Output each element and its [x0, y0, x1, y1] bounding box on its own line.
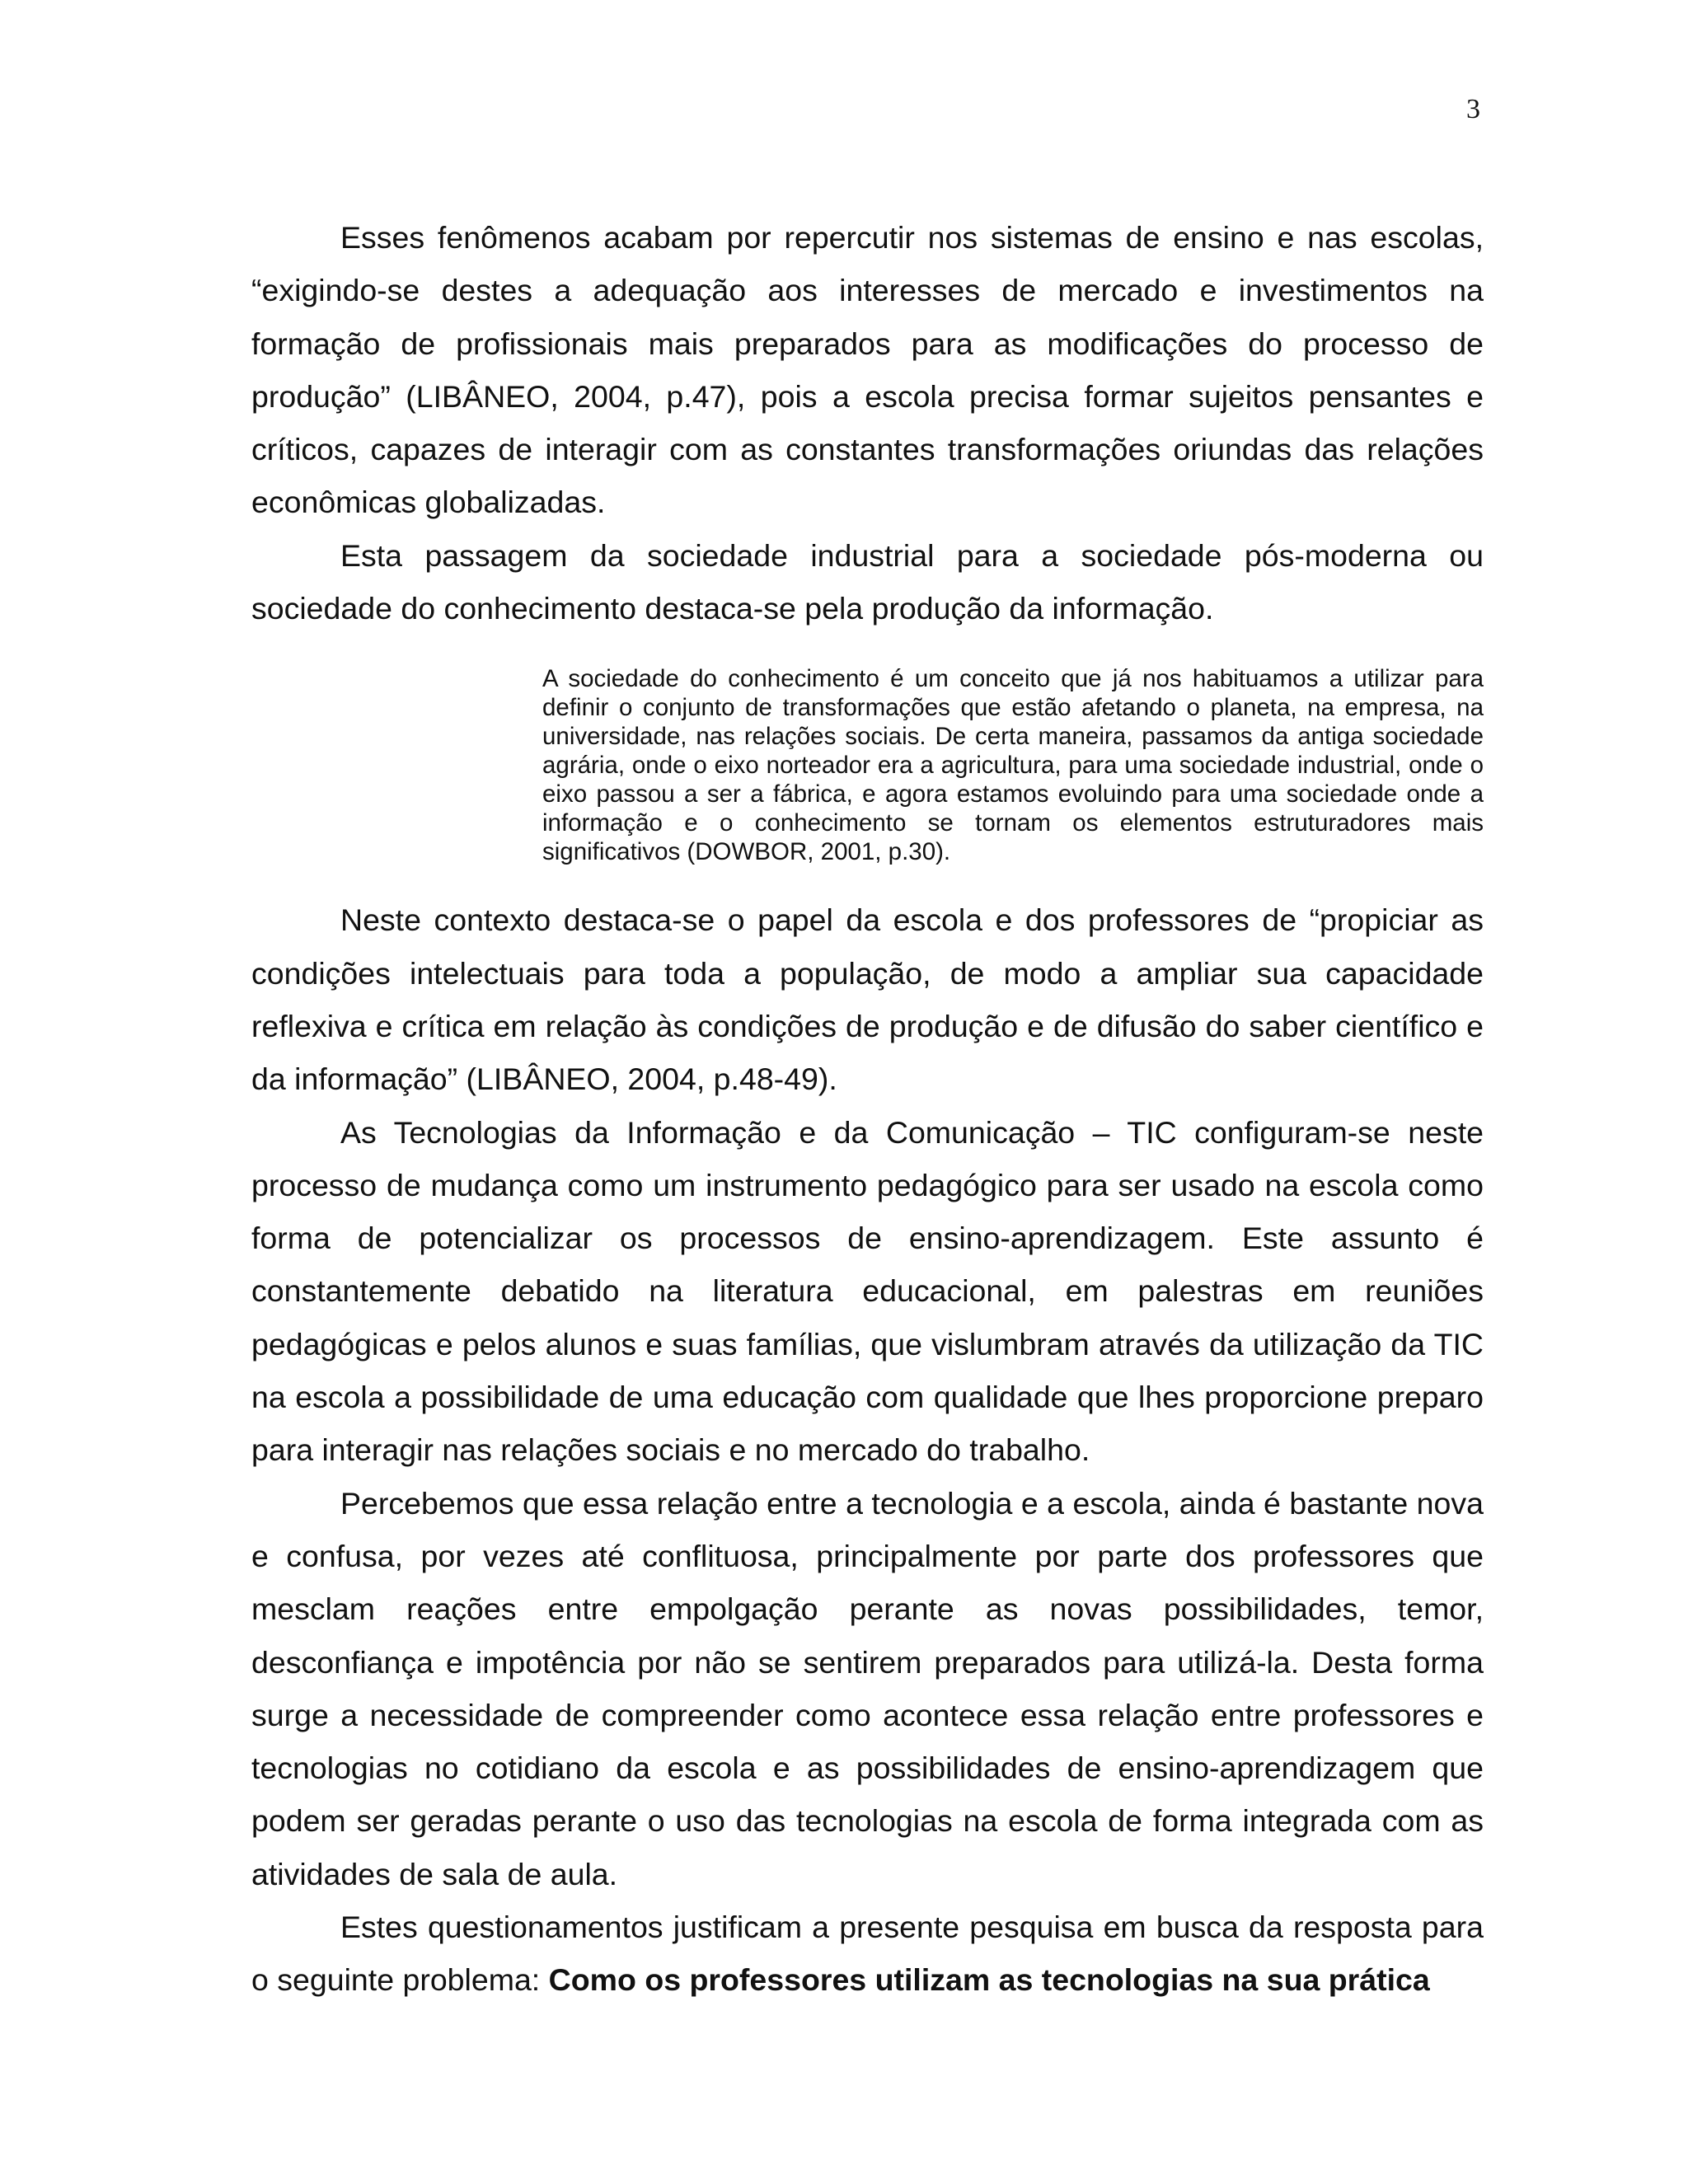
paragraph-6-text: Estes questionamentos justificam a presente pesquisa em busca da resposta para o seguinte problema:	[251, 1910, 1484, 1998]
block-quote: A sociedade do conhecimento é um conceito que já nos habituamos a utilizar para definir o conjunto de transformações que estão afetando o planeta, na empresa, na universidade, nas relações sociais. De certa maneira, passamos da antiga sociedade agrária, onde o eixo norteador era a agricultura, para uma sociedade industrial, onde o eixo passou a ser a fábrica, e agora estamos evoluindo para uma sociedade onde a informação e o conhecimento se tornam os elementos estruturadores mais significativos (DOWBOR, 2001, p.30).	[542, 665, 1484, 866]
paragraph-2: Esta passagem da sociedade industrial para a sociedade pós-moderna ou sociedade do conhecimento destaca-se pela produção da informação.	[251, 537, 1484, 626]
paragraph-5: Percebemos que essa relação entre a tecnologia e a escola, ainda é bastante nova e confusa, por vezes até conflituosa, principalmente por parte dos professores que mesclam reações entre empolgação perante as novas possibilidades, temor, desconfiança e impotência por não se sentirem preparados para utilizá-la. Desta forma surge a necessidade de compreender como acontece essa relação entre professores e tecnologias no cotidiano da escola e as possibilidades de ensino-aprendizagem que podem ser geradas perante o uso das tecnologias na escola de forma integrada com as atividades de sala de aula.	[251, 1485, 1484, 1891]
paragraph-4: As Tecnologias da Informação e da Comunicação – TIC configuram-se neste processo de mudança como um instrumento pedagógico para ser usado na escola como forma de potencializar os processos de ensino-aprendizagem. Este assunto é constantemente debatido na literatura educacional, em palestras em reuniões pedagógicas e pelos alunos e suas famílias, que vislumbram através da utilização da TIC na escola a possibilidade de uma educação com qualidade que lhes proporcione preparo para interagir nas relações sociais e no mercado do trabalho.	[251, 1114, 1484, 1468]
paragraph-1: Esses fenômenos acabam por repercutir nos sistemas de ensino e nas escolas, “exigindo-se destes a adequação aos interesses de mercado e investimentos na formação de profissionais mais preparados para as modificações do processo de produção” (LIBÂNEO, 2004, p.47), pois a escola precisa formar sujeitos pensantes e críticos, capazes de interagir com as constantes transformações oriundas das relações econômicas globalizadas.	[251, 220, 1484, 520]
page-number: 3	[1466, 94, 1480, 124]
research-problem-bold: Como os professores utilizam as tecnologias na sua prática	[548, 1962, 1430, 1998]
paragraph-3: Neste contexto destaca-se o papel da escola e dos professores de “propiciar as condições intelectuais para toda a população, de modo a ampliar sua capacidade reflexiva e crítica em relação às condições de produção e de difusão do saber científico e da informação” (LIBÂNEO, 2004, p.48-49).	[251, 902, 1484, 1097]
paragraph-6	[251, 1900, 1484, 2007]
document-body	[251, 211, 1484, 2007]
